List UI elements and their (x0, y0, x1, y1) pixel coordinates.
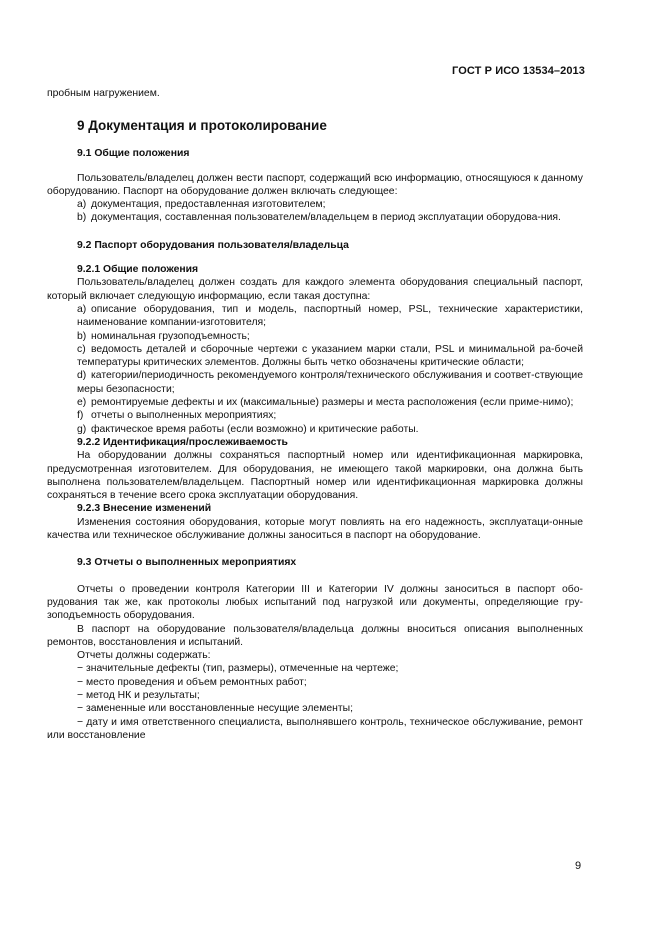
standard-header: ГОСТ Р ИСО 13534–2013 (452, 65, 585, 77)
list-item: − место проведения и объем ремонтных работ; (77, 676, 307, 688)
section-9-2-1-title: 9.2.1 Общие положения (77, 264, 199, 276)
section-9-3-para1: Отчеты о проведении контроля Категории III и Категории IV должны заноситься в паспорт обо-рудования так же, как протоколы любых испытаний под нагрузкой или документы, определяющие гру-зоподъемность оборудования. (47, 583, 583, 622)
list-item: b) документация, составленная пользователем/владельцем в период эксплуатации оборудова-ния. (77, 212, 561, 224)
section-9-2-3-para: Изменения состояния оборудования, которые могут повлиять на его надежность, эксплуатаци-онные качества или техническое обслуживание должны заноситься в паспорт на оборудование. (47, 516, 583, 542)
list-item: − замененные или восстановленные несущие элементы; (77, 703, 353, 715)
section-9-3-para3: Отчеты должны содержать: (77, 650, 211, 662)
section-9-3-para2: В паспорт на оборудование пользователя/владельца должны вноситься описания выполненных ремонтов, восстановления и испытаний. (47, 623, 583, 648)
list-item: g) фактическое время работы (если возможно) и критические работы. (77, 423, 419, 435)
list-item: − дату и имя ответственного специалиста, выполнявшего контроль, техническое обслуживание, ремонт или восстановление (47, 716, 583, 741)
section-9-1-title: 9.1 Общие положения (77, 148, 190, 160)
section-9-2-3-title: 9.2.3 Внесение изменений (77, 503, 212, 515)
document-body (47, 87, 583, 742)
section-9-title: 9 Документация и протоколирование (77, 118, 327, 134)
intro-text: пробным нагружением. (47, 88, 160, 99)
list-item: a) описание оборудования, тип и модель, паспортный номер, PSL, технические характеристики, наименование компании-изготовителя; (77, 303, 583, 329)
list-item: − значительные дефекты (тип, размеры), отмеченные на чертеже; (77, 663, 399, 675)
list-item: b) номинальная грузоподъемность; (77, 330, 250, 342)
section-9-2-2-para: На оборудовании должны сохраняться паспортный номер или идентификационная маркировка, предусмотренная изготовителем. Для оборудования, не имеющего такой маркировки, она должна быть выполнена пользователем/владельцем. Паспортный номер или идентификационная маркировка должны сохраняться в течение всего срока эксплуатации оборудования. (47, 450, 583, 502)
list-item: e) ремонтируемые дефекты и их (максимальные) размеры и места расположения (если приме-нимо); (77, 397, 574, 409)
section-9-2-1-para: Пользователь/владелец должен создать для каждого элемента оборудования специальный паспорт, который включает следующую информацию, если такая доступна: (47, 277, 583, 302)
list-item: a) документация, предоставленная изготовителем; (77, 199, 326, 211)
section-9-2-title: 9.2 Паспорт оборудования пользователя/владельца (77, 239, 349, 251)
list-item: − метод НК и результаты; (77, 689, 200, 701)
list-item: c) ведомость деталей и сборочные чертежи с указанием марки стали, PSL и минимальной ра-бочей температуры критических элементов. Должны быть четко обозначены критические области; (77, 343, 583, 369)
section-9-1-para: Пользователь/владелец должен вести паспорт, содержащий всю информацию, относящуюся к данному оборудованию. Паспорт на оборудование должен включать следующее: (47, 172, 583, 197)
page-number: 9 (575, 860, 582, 872)
section-9-3-title: 9.3 Отчеты о выполненных мероприятиях (77, 557, 297, 569)
list-item: d) категории/периодичность рекомендуемого контроля/технического обслуживания и соответ-ствующие меры безопасности; (77, 370, 583, 395)
section-9-2-2-title: 9.2.2 Идентификация/прослеживаемость (77, 436, 288, 448)
list-item: f) отчеты о выполненных мероприятиях; (77, 410, 277, 422)
